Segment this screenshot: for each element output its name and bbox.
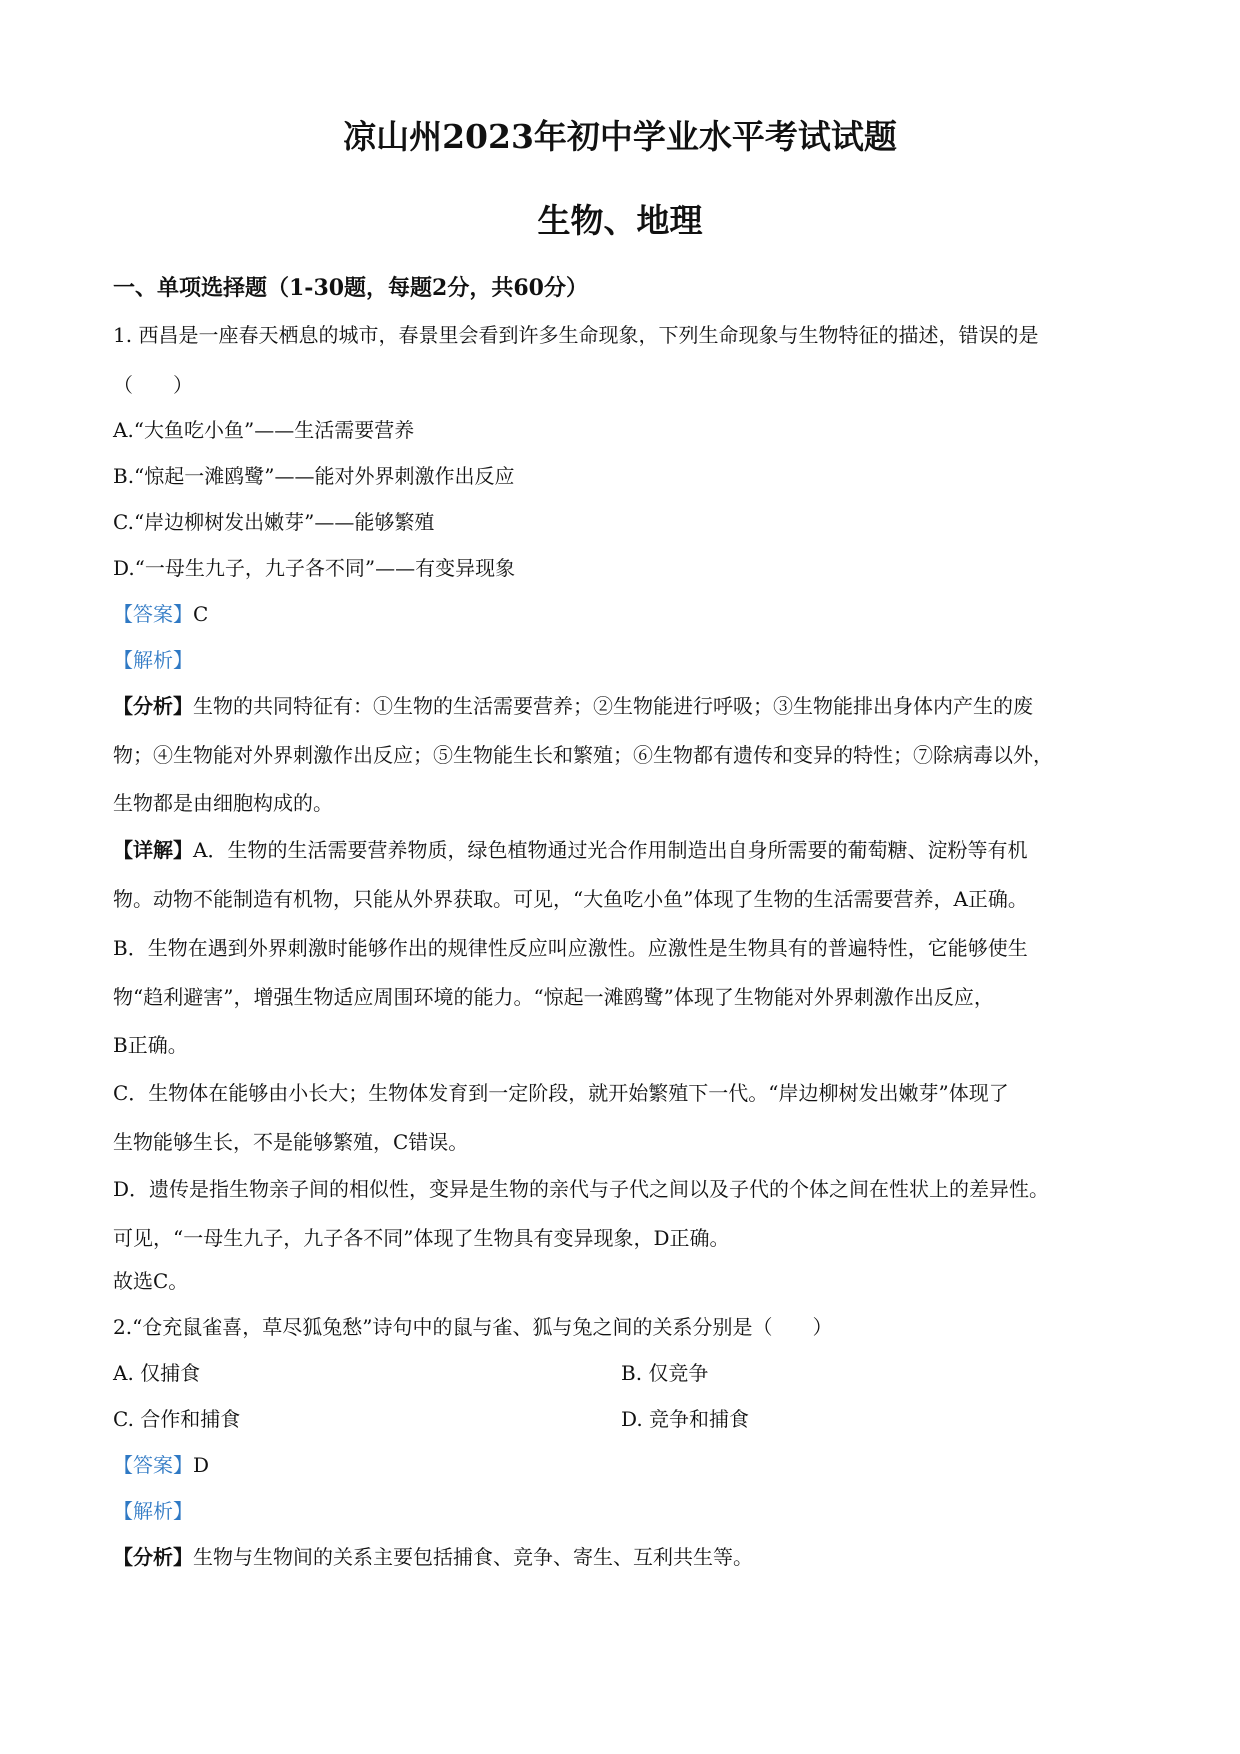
q2-answer-label: 【答案】	[113, 1453, 193, 1477]
q1-explain-d-line2: 可见，“一母生九子，九子各不同”体现了生物具有变异现象，D正确。	[113, 1226, 730, 1250]
q1-stem-line1: 1. 西昌是一座春天栖息的城市，春景里会看到许多生命现象，下列生命现象与生物特征的描述，错误的是	[113, 323, 1039, 347]
q2-stem: 2.“仓充鼠雀喜，草尽狐兔愁”诗句中的鼠与雀、狐与兔之间的关系分别是（ ）	[113, 1315, 833, 1339]
q1-answer-label: 【答案】	[113, 602, 193, 626]
q1-xiangjie-line1	[113, 835, 1027, 865]
q1-explain-d-line1: D．遗传是指生物亲子间的相似性，变异是生物的亲代与子代之间以及子代的个体之间在性状上的差异性。	[113, 1177, 1050, 1201]
q1-answer-row	[113, 599, 208, 629]
q2-option-d: D. 竞争和捕食	[621, 1407, 750, 1431]
q2-option-b: B. 仅竞争	[621, 1361, 709, 1385]
q2-option-c: C. 合作和捕食	[113, 1407, 241, 1431]
q1-fenxi-line3: 生物都是由细胞构成的。	[113, 791, 333, 815]
q2-answer-value: D	[193, 1453, 210, 1477]
q2-fenxi-line1	[113, 1542, 753, 1572]
q1-option-c: C.“岸边柳树发出嫩芽”——能够繁殖	[113, 510, 435, 534]
q1-option-a: A.“大鱼吃小鱼”——生活需要营养	[113, 418, 415, 442]
q1-explain-b-line2: 物“趋利避害”，增强生物适应周围环境的能力。“惊起一滩鸥鹭”体现了生物能对外界刺激作出反应，	[113, 985, 994, 1009]
q1-stem-line2: （ ）	[113, 373, 193, 397]
q1-analysis-label: 【解析】	[113, 648, 193, 672]
doc-title: 凉山州2023年初中学业水平考试试题	[343, 117, 897, 156]
q1-xiangjie-text1: A．生物的生活需要营养物质，绿色植物通过光合作用制造出自身所需要的葡萄糖、淀粉等有机	[193, 838, 1028, 862]
q1-answer-value: C	[193, 602, 209, 626]
q1-explain-c-line1: C．生物体在能够由小长大；生物体发育到一定阶段，就开始繁殖下一代。“岸边柳树发出嫩芽”体现了	[113, 1081, 1009, 1105]
q2-answer-row	[113, 1450, 209, 1480]
q2-fenxi-label: 【分析】	[113, 1545, 193, 1569]
q1-explain-b-line1: B．生物在遇到外界刺激时能够作出的规律性反应叫应激性。应激性是生物具有的普遍特性，它能够使生	[113, 936, 1028, 960]
q1-conclusion: 故选C。	[113, 1269, 189, 1293]
q1-fenxi-line2: 物；④生物能对外界刺激作出反应；⑤生物能生长和繁殖；⑥生物都有遗传和变异的特性；⑦除病毒以外，	[113, 743, 1053, 767]
q1-fenxi-text1: 生物的共同特征有：①生物的生活需要营养；②生物能进行呼吸；③生物能排出身体内产生的废	[193, 694, 1033, 718]
q2-fenxi-text1: 生物与生物间的关系主要包括捕食、竞争、寄生、互利共生等。	[193, 1545, 753, 1569]
q1-xiangjie-label: 【详解】	[113, 838, 193, 862]
q1-explain-b-line3: B正确。	[113, 1033, 188, 1057]
q2-option-a: A. 仅捕食	[113, 1361, 201, 1385]
q1-fenxi-line1	[113, 691, 1033, 721]
q2-analysis-label: 【解析】	[113, 1499, 193, 1523]
section-heading: 一、单项选择题（1-30题，每题2分，共60分）	[113, 275, 588, 301]
q1-option-b: B.“惊起一滩鸥鹭”——能对外界刺激作出反应	[113, 464, 515, 488]
q1-explain-c-line2: 生物能够生长，不是能够繁殖，C错误。	[113, 1130, 469, 1154]
q1-xiangjie-line2: 物。动物不能制造有机物，只能从外界获取。可见，“大鱼吃小鱼”体现了生物的生活需要营养，A正确。	[113, 887, 1028, 911]
q1-option-d: D.“一母生九子，九子各不同”——有变异现象	[113, 556, 516, 580]
doc-subtitle: 生物、地理	[537, 201, 703, 240]
q1-fenxi-label: 【分析】	[113, 694, 193, 718]
